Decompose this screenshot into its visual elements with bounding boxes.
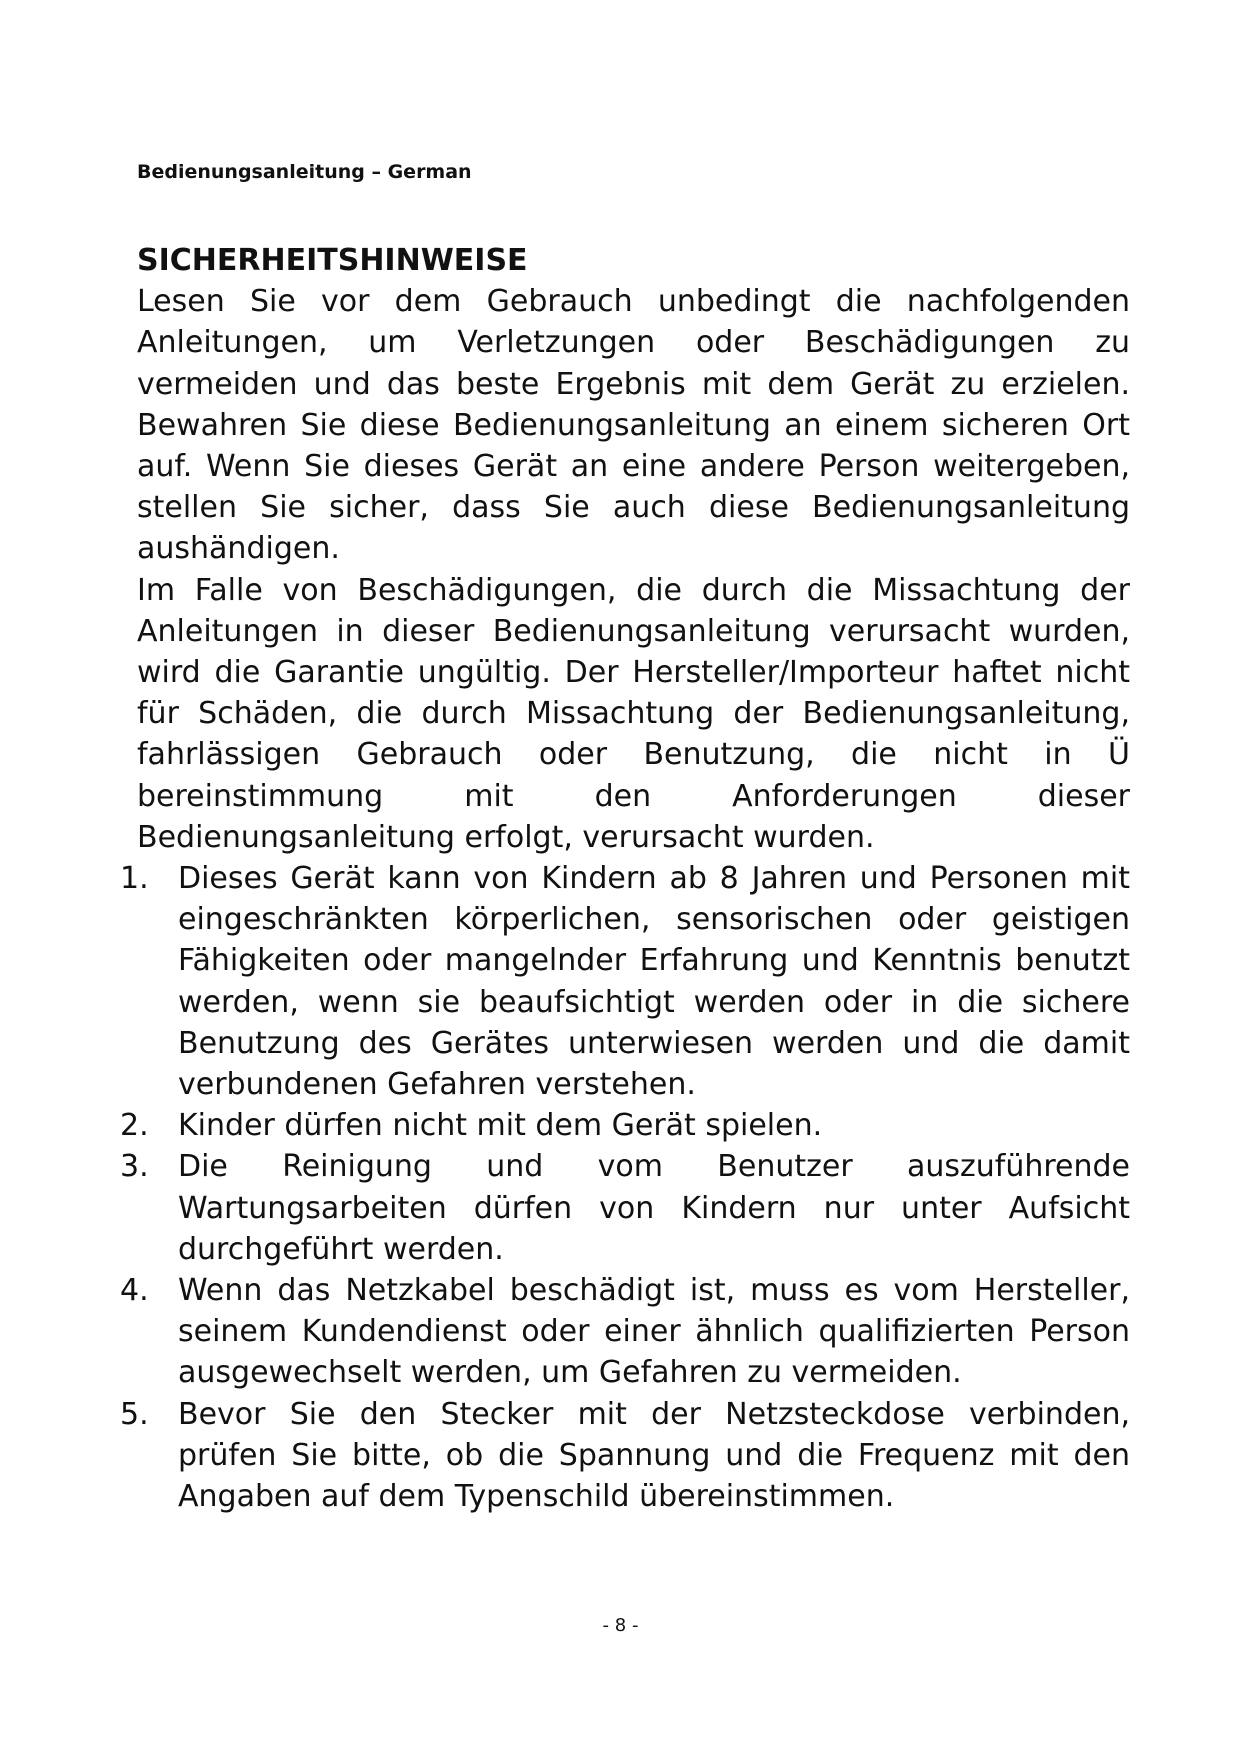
list-item-number: 4.	[120, 1273, 149, 1309]
list-item-text: Dieses Gerät kann von Kindern ab 8 Jahren und Personen mit eingeschränkten körperlichen, sensorischen oder geistigen Fähigkeiten oder mangelnder Erfahrung und Kenntnis benutzt werden, wenn sie beaufsichtigt werden oder in die sichere Benutzung des Gerätes unterwiesen werden und die damit verbundenen Gefahren verstehen.	[178, 861, 1130, 1103]
list-item-number: 5.	[120, 1396, 149, 1432]
list-item-number: 2.	[120, 1108, 149, 1144]
list-item	[120, 858, 1130, 1105]
list-item-text: Wenn das Netzkabel beschädigt ist, muss es vom Hersteller, seinem Kundendienst oder einer ähnlich qualifizierten Person ausgewechselt werden, um Gefahren zu vermeiden.	[178, 1273, 1130, 1391]
list-item-text: Bevor Sie den Stecker mit der Netzsteckdose verbinden, prüfen Sie bitte, ob die Spannung und die Frequenz mit den Angaben auf dem Typenschild übereinstimmen.	[178, 1396, 1130, 1515]
intro-paragraph: Lesen Sie vor dem Gebrauch unbedingt die nachfolgenden Anleitungen, um Verletzungen oder Beschädigungen zu vermeiden und das beste Ergebnis mit dem Gerät zu erzielen. Bewahren Sie diese Bedienungsanleitung an einem sicheren Ort auf. Wenn Sie dieses Gerät an eine andere Person weitergeben, stellen Sie sicher, dass Sie auch diese Bedienungsanleitung aushändigen.	[137, 284, 1130, 567]
running-header: Bedienungsanleitung – German	[137, 161, 472, 183]
warranty-paragraph: Im Falle von Beschädigungen, die durch die Missachtung der Anleitungen in dieser Bedienungsanleitung verursacht wurden, wird die Garantie ungültig. Der Hersteller/Importeur haftet nicht für Schäden, die durch Missachtung der Bedienungsanleitung, fahrlässigen Gebrauch oder Benutzung, die nicht in Ü bereinstimmung mit den Anforderungen dieser Bedienungsanleitung erfolgt, verursacht wurden.	[137, 572, 1130, 855]
list-item-text: Die Reinigung und vom Benutzer auszuführende Wartungsarbeiten dürfen von Kindern nur unter Aufsicht durchgeführt werden.	[178, 1149, 1130, 1267]
list-item-text: Kinder dürfen nicht mit dem Gerät spielen.	[178, 1108, 823, 1144]
safety-section	[120, 240, 1130, 1517]
list-item	[120, 1270, 1130, 1394]
list-item	[120, 1394, 1130, 1518]
list-item	[120, 1105, 1130, 1146]
list-item-number: 1.	[120, 861, 149, 897]
list-item-number: 3.	[120, 1149, 149, 1185]
safety-list	[120, 858, 1130, 1517]
page-number: - 8 -	[602, 1615, 639, 1636]
section-title: SICHERHEITSHINWEISE	[137, 243, 528, 278]
list-item	[120, 1146, 1130, 1270]
